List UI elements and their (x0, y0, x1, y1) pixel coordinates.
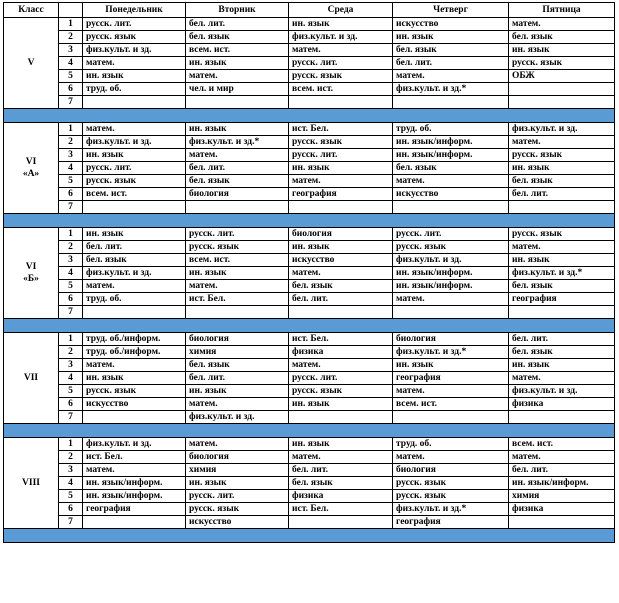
thursday-lesson-cell: русск. язык (393, 477, 509, 490)
thursday-lesson-cell: биология (393, 333, 509, 346)
friday-lesson-cell (509, 201, 615, 214)
tuesday-lesson-cell: русск. язык (186, 503, 289, 516)
table-row (4, 372, 615, 385)
table-row (4, 83, 615, 96)
monday-lesson-cell: матем. (83, 57, 186, 70)
thursday-lesson-cell: физ.культ. и зд.* (393, 503, 509, 516)
tuesday-lesson-cell: биология (186, 188, 289, 201)
class-separator-bar (4, 319, 615, 333)
table-row (4, 293, 615, 306)
lesson-number-cell: 5 (59, 490, 83, 503)
tuesday-lesson-cell: физ.культ. и зд.* (186, 136, 289, 149)
thursday-lesson-cell: матем. (393, 293, 509, 306)
friday-lesson-cell: матем. (509, 451, 615, 464)
friday-lesson-cell: физ.культ. и зд.* (509, 267, 615, 280)
tuesday-lesson-cell: бел. язык (186, 175, 289, 188)
lesson-number-cell: 4 (59, 162, 83, 175)
monday-lesson-cell: искусство (83, 398, 186, 411)
monday-lesson-cell (83, 201, 186, 214)
thursday-lesson-cell (393, 96, 509, 109)
thursday-lesson-cell: труд. об. (393, 123, 509, 136)
class-separator-row (4, 214, 615, 228)
lesson-number-cell: 3 (59, 359, 83, 372)
thursday-lesson-cell: матем. (393, 385, 509, 398)
table-row (4, 18, 615, 31)
lesson-number-cell: 2 (59, 136, 83, 149)
thursday-lesson-cell: русск. язык (393, 241, 509, 254)
friday-lesson-cell: бел. язык (509, 280, 615, 293)
thursday-lesson-cell: ин. язык/информ. (393, 267, 509, 280)
thursday-lesson-cell: география (393, 516, 509, 529)
tuesday-lesson-cell: русск. лит. (186, 490, 289, 503)
thursday-lesson-cell: география (393, 372, 509, 385)
tuesday-lesson-cell: ин. язык (186, 477, 289, 490)
thursday-lesson-cell: ин. язык (393, 31, 509, 44)
tuesday-lesson-cell: всем. ист. (186, 44, 289, 57)
tuesday-lesson-cell: русск. язык (186, 241, 289, 254)
thursday-lesson-cell: искусство (393, 188, 509, 201)
table-row (4, 254, 615, 267)
tuesday-lesson-cell: биология (186, 451, 289, 464)
table-row (4, 241, 615, 254)
wednesday-lesson-cell: ин. язык (289, 18, 393, 31)
table-row (4, 333, 615, 346)
lesson-number-cell: 5 (59, 175, 83, 188)
friday-lesson-cell: физ.культ. и зд. (509, 385, 615, 398)
table-row (4, 306, 615, 319)
lesson-number-cell: 4 (59, 57, 83, 70)
thursday-lesson-cell: ин. язык (393, 359, 509, 372)
class-name-cell: VIII (4, 438, 59, 529)
tuesday-lesson-cell (186, 201, 289, 214)
table-row (4, 228, 615, 241)
monday-lesson-cell: труд. об./информ. (83, 346, 186, 359)
friday-lesson-cell: бел. лит. (509, 188, 615, 201)
table-row (4, 280, 615, 293)
friday-lesson-cell (509, 96, 615, 109)
monday-lesson-cell: география (83, 503, 186, 516)
monday-lesson-cell: матем. (83, 464, 186, 477)
monday-lesson-cell: ин. язык (83, 149, 186, 162)
class-separator-bar (4, 214, 615, 228)
lesson-number-cell: 7 (59, 96, 83, 109)
lesson-number-cell: 3 (59, 149, 83, 162)
table-row (4, 477, 615, 490)
wednesday-lesson-cell: физика (289, 346, 393, 359)
friday-lesson-cell: матем. (509, 241, 615, 254)
monday-lesson-cell: матем. (83, 123, 186, 136)
table-row (4, 503, 615, 516)
monday-lesson-cell: ин. язык/информ. (83, 490, 186, 503)
wednesday-lesson-cell: биология (289, 228, 393, 241)
class-separator-row (4, 319, 615, 333)
monday-lesson-cell: русск. лит. (83, 18, 186, 31)
lesson-number-cell: 7 (59, 201, 83, 214)
wednesday-lesson-cell: матем. (289, 267, 393, 280)
wednesday-lesson-cell: бел. язык (289, 477, 393, 490)
table-row (4, 490, 615, 503)
monday-lesson-cell: труд. об./информ. (83, 333, 186, 346)
lesson-number-cell: 6 (59, 293, 83, 306)
wednesday-lesson-cell (289, 96, 393, 109)
lesson-number-cell: 1 (59, 228, 83, 241)
class-name-cell: VII (4, 333, 59, 424)
friday-lesson-cell: ОБЖ (509, 70, 615, 83)
table-row (4, 162, 615, 175)
thursday-lesson-cell: русск. язык (393, 490, 509, 503)
class-separator-row (4, 109, 615, 123)
tuesday-lesson-cell: ист. Бел. (186, 293, 289, 306)
table-row (4, 451, 615, 464)
monday-lesson-cell: труд. об. (83, 293, 186, 306)
friday-lesson-cell: бел. лит. (509, 464, 615, 477)
friday-lesson-cell: бел. язык (509, 31, 615, 44)
wednesday-lesson-cell: матем. (289, 175, 393, 188)
table-row (4, 96, 615, 109)
table-row (4, 175, 615, 188)
friday-lesson-cell: химия (509, 490, 615, 503)
schedule-table (3, 2, 615, 543)
lesson-number-cell: 4 (59, 267, 83, 280)
friday-lesson-cell: русск. язык (509, 149, 615, 162)
thursday-lesson-cell (393, 201, 509, 214)
class-name-cell: VI «А» (4, 123, 59, 214)
monday-lesson-cell (83, 96, 186, 109)
monday-lesson-cell: матем. (83, 359, 186, 372)
tuesday-lesson-cell: бел. язык (186, 31, 289, 44)
monday-lesson-cell: ин. язык (83, 372, 186, 385)
lesson-number-cell: 3 (59, 464, 83, 477)
tuesday-lesson-cell: химия (186, 346, 289, 359)
tuesday-lesson-cell: чел. и мир (186, 83, 289, 96)
lesson-number-cell: 2 (59, 31, 83, 44)
tuesday-lesson-cell: русск. лит. (186, 228, 289, 241)
tuesday-lesson-cell: бел. лит. (186, 162, 289, 175)
table-row (4, 385, 615, 398)
lesson-number-cell: 2 (59, 346, 83, 359)
wednesday-lesson-cell: русск. лит. (289, 149, 393, 162)
tuesday-lesson-cell: искусство (186, 516, 289, 529)
table-row (4, 201, 615, 214)
tuesday-lesson-cell: бел. язык (186, 359, 289, 372)
table-row (4, 398, 615, 411)
monday-lesson-cell (83, 411, 186, 424)
wednesday-lesson-cell: русск. язык (289, 70, 393, 83)
wednesday-lesson-cell: бел. язык (289, 280, 393, 293)
monday-lesson-cell: русск. язык (83, 175, 186, 188)
wednesday-lesson-cell: ист. Бел. (289, 123, 393, 136)
class-separator-row (4, 424, 615, 438)
wednesday-lesson-cell: бел. лит. (289, 293, 393, 306)
monday-lesson-cell: русск. лит. (83, 162, 186, 175)
monday-lesson-cell: физ.культ. и зд. (83, 136, 186, 149)
monday-lesson-cell: труд. об. (83, 83, 186, 96)
friday-lesson-cell: физ.культ. и зд. (509, 123, 615, 136)
thursday-lesson-cell: ин. язык/информ. (393, 136, 509, 149)
class-name-cell: V (4, 18, 59, 109)
lesson-number-cell: 3 (59, 254, 83, 267)
schedule-container (3, 2, 615, 543)
wednesday-lesson-cell: физика (289, 490, 393, 503)
wednesday-lesson-cell: всем. ист. (289, 83, 393, 96)
header-wednesday: Среда (289, 3, 393, 18)
friday-lesson-cell: матем. (509, 136, 615, 149)
wednesday-lesson-cell: география (289, 188, 393, 201)
class-separator-row (4, 529, 615, 543)
tuesday-lesson-cell: всем. ист. (186, 254, 289, 267)
lesson-number-cell: 5 (59, 280, 83, 293)
wednesday-lesson-cell: матем. (289, 44, 393, 57)
friday-lesson-cell: всем. ист. (509, 438, 615, 451)
thursday-lesson-cell: матем. (393, 70, 509, 83)
table-row (4, 359, 615, 372)
friday-lesson-cell: ин. язык/информ. (509, 477, 615, 490)
table-row (4, 57, 615, 70)
lesson-number-cell: 1 (59, 438, 83, 451)
tuesday-lesson-cell: физ.культ. и зд. (186, 411, 289, 424)
wednesday-lesson-cell (289, 411, 393, 424)
lesson-number-cell: 4 (59, 372, 83, 385)
thursday-lesson-cell: бел. язык (393, 44, 509, 57)
lesson-number-cell: 5 (59, 385, 83, 398)
monday-lesson-cell: русск. язык (83, 385, 186, 398)
thursday-lesson-cell: матем. (393, 451, 509, 464)
class-separator-bar (4, 529, 615, 543)
tuesday-lesson-cell: матем. (186, 149, 289, 162)
tuesday-lesson-cell: биология (186, 333, 289, 346)
header-tuesday: Вторник (186, 3, 289, 18)
friday-lesson-cell: русск. язык (509, 228, 615, 241)
table-row (4, 411, 615, 424)
monday-lesson-cell: ист. Бел. (83, 451, 186, 464)
lesson-number-cell: 5 (59, 70, 83, 83)
lesson-number-cell: 6 (59, 188, 83, 201)
table-row (4, 438, 615, 451)
table-row (4, 516, 615, 529)
thursday-lesson-cell: матем. (393, 175, 509, 188)
thursday-lesson-cell: ин. язык/информ. (393, 280, 509, 293)
friday-lesson-cell: физика (509, 398, 615, 411)
lesson-number-cell: 1 (59, 18, 83, 31)
tuesday-lesson-cell: матем. (186, 438, 289, 451)
thursday-lesson-cell: физ.культ. и зд. (393, 254, 509, 267)
wednesday-lesson-cell: ин. язык (289, 162, 393, 175)
thursday-lesson-cell: искусство (393, 18, 509, 31)
monday-lesson-cell: ин. язык (83, 70, 186, 83)
thursday-lesson-cell (393, 411, 509, 424)
table-row (4, 188, 615, 201)
friday-lesson-cell: матем. (509, 372, 615, 385)
header-monday: Понедельник (83, 3, 186, 18)
lesson-number-cell: 1 (59, 123, 83, 136)
lesson-number-cell: 6 (59, 83, 83, 96)
friday-lesson-cell (509, 83, 615, 96)
friday-lesson-cell: матем. (509, 18, 615, 31)
friday-lesson-cell: география (509, 293, 615, 306)
monday-lesson-cell: физ.культ. и зд. (83, 44, 186, 57)
wednesday-lesson-cell: искусство (289, 254, 393, 267)
thursday-lesson-cell: физ.культ. и зд.* (393, 346, 509, 359)
wednesday-lesson-cell (289, 201, 393, 214)
header-class: Класс (4, 3, 59, 18)
friday-lesson-cell: физика (509, 503, 615, 516)
thursday-lesson-cell: труд. об. (393, 438, 509, 451)
tuesday-lesson-cell: бел. лит. (186, 372, 289, 385)
friday-lesson-cell: бел. язык (509, 346, 615, 359)
lesson-number-cell: 1 (59, 333, 83, 346)
lesson-number-cell: 7 (59, 516, 83, 529)
wednesday-lesson-cell: матем. (289, 451, 393, 464)
tuesday-lesson-cell: матем. (186, 70, 289, 83)
tuesday-lesson-cell: химия (186, 464, 289, 477)
wednesday-lesson-cell: русск. язык (289, 136, 393, 149)
wednesday-lesson-cell: бел. лит. (289, 464, 393, 477)
thursday-lesson-cell: всем. ист. (393, 398, 509, 411)
wednesday-lesson-cell (289, 306, 393, 319)
monday-lesson-cell: всем. ист. (83, 188, 186, 201)
tuesday-lesson-cell: матем. (186, 280, 289, 293)
monday-lesson-cell (83, 516, 186, 529)
friday-lesson-cell: ин. язык (509, 254, 615, 267)
tuesday-lesson-cell: бел. лит. (186, 18, 289, 31)
thursday-lesson-cell: физ.культ. и зд.* (393, 83, 509, 96)
thursday-lesson-cell: бел. язык (393, 162, 509, 175)
wednesday-lesson-cell: ист. Бел. (289, 503, 393, 516)
lesson-number-cell: 2 (59, 451, 83, 464)
wednesday-lesson-cell: ист. Бел. (289, 333, 393, 346)
tuesday-lesson-cell: ин. язык (186, 57, 289, 70)
monday-lesson-cell (83, 306, 186, 319)
friday-lesson-cell (509, 516, 615, 529)
wednesday-lesson-cell: физ.культ. и зд. (289, 31, 393, 44)
monday-lesson-cell: матем. (83, 280, 186, 293)
header-num (59, 3, 83, 18)
lesson-number-cell: 7 (59, 411, 83, 424)
lesson-number-cell: 6 (59, 503, 83, 516)
wednesday-lesson-cell: русск. лит. (289, 372, 393, 385)
monday-lesson-cell: ин. язык/информ. (83, 477, 186, 490)
table-row (4, 70, 615, 83)
header-row (4, 3, 615, 18)
friday-lesson-cell (509, 411, 615, 424)
header-thursday: Четверг (393, 3, 509, 18)
lesson-number-cell: 2 (59, 241, 83, 254)
table-row (4, 123, 615, 136)
monday-lesson-cell: бел. лит. (83, 241, 186, 254)
table-row (4, 464, 615, 477)
table-row (4, 44, 615, 57)
friday-lesson-cell: бел. лит. (509, 333, 615, 346)
thursday-lesson-cell: русск. лит. (393, 228, 509, 241)
friday-lesson-cell: бел. язык (509, 175, 615, 188)
wednesday-lesson-cell: русск. язык (289, 385, 393, 398)
friday-lesson-cell: ин. язык (509, 44, 615, 57)
friday-lesson-cell: ин. язык (509, 359, 615, 372)
class-separator-bar (4, 109, 615, 123)
header-friday: Пятница (509, 3, 615, 18)
schedule-body (4, 18, 615, 543)
table-row (4, 149, 615, 162)
thursday-lesson-cell: биология (393, 464, 509, 477)
monday-lesson-cell: физ.культ. и зд. (83, 438, 186, 451)
wednesday-lesson-cell: ин. язык (289, 398, 393, 411)
friday-lesson-cell (509, 306, 615, 319)
table-row (4, 31, 615, 44)
tuesday-lesson-cell (186, 96, 289, 109)
table-row (4, 136, 615, 149)
monday-lesson-cell: бел. язык (83, 254, 186, 267)
wednesday-lesson-cell: ин. язык (289, 438, 393, 451)
wednesday-lesson-cell (289, 516, 393, 529)
table-row (4, 346, 615, 359)
wednesday-lesson-cell: матем. (289, 359, 393, 372)
lesson-number-cell: 3 (59, 44, 83, 57)
class-name-cell: VI «Б» (4, 228, 59, 319)
lesson-number-cell: 7 (59, 306, 83, 319)
tuesday-lesson-cell: ин. язык (186, 385, 289, 398)
friday-lesson-cell: ин. язык (509, 162, 615, 175)
friday-lesson-cell: русск. язык (509, 57, 615, 70)
tuesday-lesson-cell: матем. (186, 398, 289, 411)
monday-lesson-cell: ин. язык (83, 228, 186, 241)
wednesday-lesson-cell: ин. язык (289, 241, 393, 254)
monday-lesson-cell: русск. язык (83, 31, 186, 44)
thursday-lesson-cell: бел. лит. (393, 57, 509, 70)
tuesday-lesson-cell: ин. язык (186, 123, 289, 136)
tuesday-lesson-cell (186, 306, 289, 319)
thursday-lesson-cell: ин. язык/информ. (393, 149, 509, 162)
class-separator-bar (4, 424, 615, 438)
thursday-lesson-cell (393, 306, 509, 319)
lesson-number-cell: 6 (59, 398, 83, 411)
monday-lesson-cell: физ.культ. и зд. (83, 267, 186, 280)
table-row (4, 267, 615, 280)
lesson-number-cell: 4 (59, 477, 83, 490)
wednesday-lesson-cell: русск. лит. (289, 57, 393, 70)
tuesday-lesson-cell: ин. язык (186, 267, 289, 280)
